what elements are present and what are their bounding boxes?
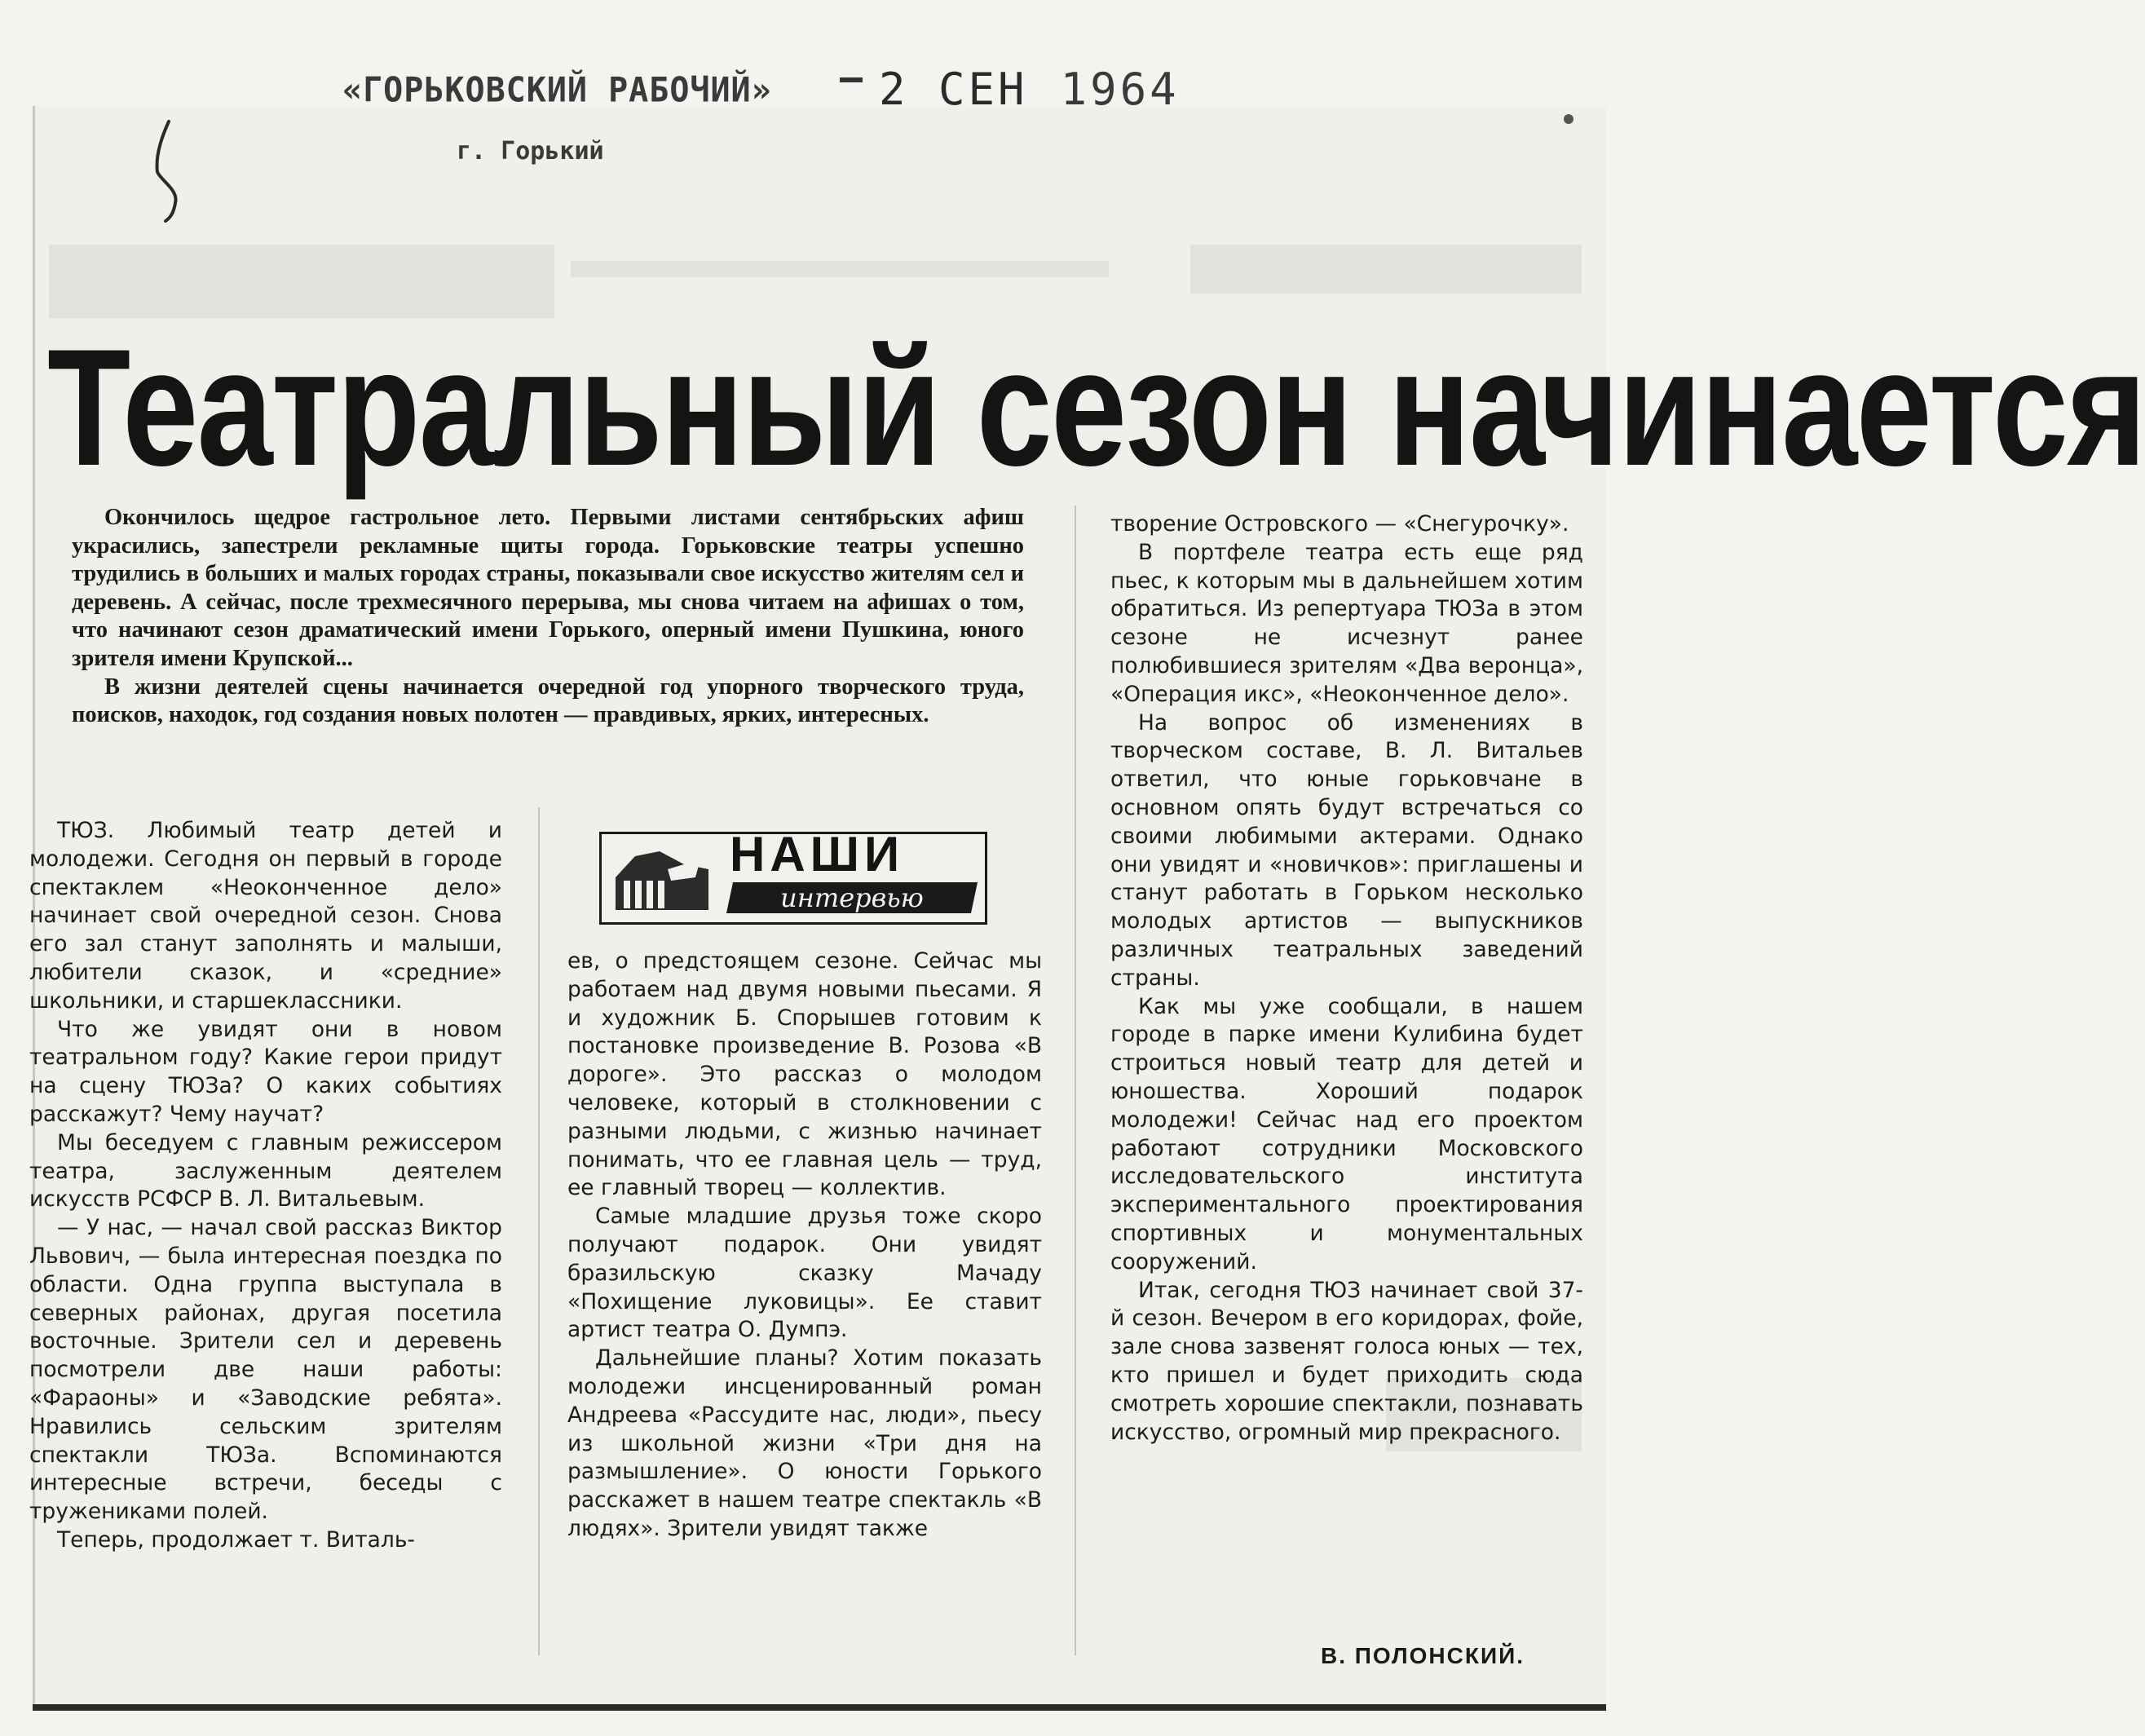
paragraph: Как мы уже сообщали, в нашем городе в парке имени Кулибина будет строиться новый театр для детей и юношества. Хороший подарок молодежи! Сейчас над его проектом работают сотрудники Московского исследовательского института экспериментального проектирования спортивных и монументальных сооружений. [1110,993,1583,1274]
newspaper-name-stamp: «ГОРЬКОВСКИЙ РАБОЧИЙ» [342,70,772,111]
lead-paragraph [72,504,1024,730]
paragraph: Итак, сегодня ТЮЗ начинает свой 37-й сезон. Вечером в его коридорах, фойе, зале снова зазвенят голоса юных — тех, кто пришел и будет приходить сюда смотреть хорошие спектакли, познавать искусство, огромный мир прекрасного. [1110,1277,1583,1445]
paragraph: Дальнейшие планы? Хотим показать молодежи инсценированный роман Андреева «Рассудите нас, люди», пьесу из школьной жизни «Три дня на размышление». О юности Горького расскажет в нашем театре спектакль «В людях». Зрители увидят также [567,1345,1042,1541]
rubric-our-interview [599,824,995,928]
show-through-bar [49,245,554,318]
rubric-subtitle: интервью [780,882,924,913]
paragraph: ев, о предстоящем сезоне. Сейчас мы работаем над двумя новыми пьесами. Я и художник Б. Спорышев готовим к постановке произведение В. Розова «В дороге». Это рассказ о молодом человеке, который в столкновении с разными людьми, с жизнью начинает понимать, что ее главная цель — труд, ее главный творец — коллектив. [567,948,1042,1201]
lead-text: В жизни деятелей сцены начинается очередной год упорного творческого труда, поисков, находок, год создания новых полотен — правдивых, ярких, интересных. [72,674,1024,728]
paragraph: творение Островского — «Снегурочку». [1110,511,1569,537]
date-year: 1964 [1060,64,1180,115]
paragraph: На вопрос об изменениях в творческом составе, В. Л. Витальев ответил, что юные горьковчане в основном опять будут встречаться со своими любимыми актерами. Однако они увидят и «новичков»: приглашены и станут работать в Горьком несколько молодых артистов — выпускников различных театральных заведений страны. [1110,709,1583,991]
rubric-title: НАШИ [730,827,905,881]
column-divider [538,807,540,1655]
theater-building-icon [611,845,717,915]
rubric-subtitle-banner [726,882,978,913]
date-day: 2 СЕН [879,64,1028,115]
lead-text: Окончилось щедрое гастрольное лето. Первыми листами сентябрьских афиш украсились, запестрели рекламные щиты города. Горьковские театры успешно трудились в больших и малых городах страны, показывали свое искусство жителям сел и деревень. А сейчас, после трехмесячного перерыва, мы снова читаем на афишах о том, что начинают сезон драматический имени Горького, оперный имени Пушкина, юного зрителя имени Крупской... [72,505,1024,671]
article-column-3 [1110,510,1583,1447]
show-through-bar [1190,245,1582,294]
author-signature: В. ПОЛОНСКИЙ. [1321,1643,1525,1668]
paragraph: ТЮЗ. Любимый театр детей и молодежи. Сегодня он первый в городе спектаклем «Неоконченное дело» начинает свой очередной сезон. Снова его зал станут заполнять и малыши, любители сказок, и «средние» школьники, и старшеклассники. [29,818,502,1014]
date-stamp [840,64,1180,115]
article-column-2 [567,948,1042,1544]
paragraph: Самые младшие друзья тоже скоро получают подарок. Они увидят бразильскую сказку Мачаду «Похищение луковицы». Ее ставит артист театра О. Думпэ. [567,1204,1042,1343]
column-divider [1075,506,1076,1655]
show-through-bar [571,261,1109,277]
paragraph: Что же увидят они в новом театральном году? Какие герои придут на сцену ТЮЗа? О каких событиях расскажут? Чему научат? [29,1016,502,1127]
paragraph: В портфеле театра есть еще ряд пьес, к которым мы в дальнейшем хотим обратиться. Из репертуара ТЮЗа в этом сезоне не исчезнут ранее полюбившиеся зрителям «Два веронца», «Операция икс», «Неоконченное дело». [1110,539,1583,707]
paragraph: Мы беседуем с главным режиссером театра, заслуженным деятелем искусств РСФСР В. Л. Витальевым. [29,1129,502,1213]
paragraph: — У нас, — начал свой рассказ Виктор Львович, — была интересная поездка по области. Одна группа выступала в северных районах, другая посетила восточные. Зрители сел и деревень посмотрели две наши работы: «Фараоны» и «Заводские ребята». Нравились сельским зрителям спектакли ТЮЗа. Вспоминаются интересные встречи, беседы с тружениками полей. [29,1215,502,1525]
headline: Театральный сезон начинается [47,315,2145,501]
paragraph: Теперь, продолжает т. Виталь- [57,1526,415,1553]
article-column-1 [29,817,502,1555]
city-stamp: г. Горький [457,137,604,166]
handwritten-mark [151,118,192,224]
pin-hole [1564,114,1573,124]
